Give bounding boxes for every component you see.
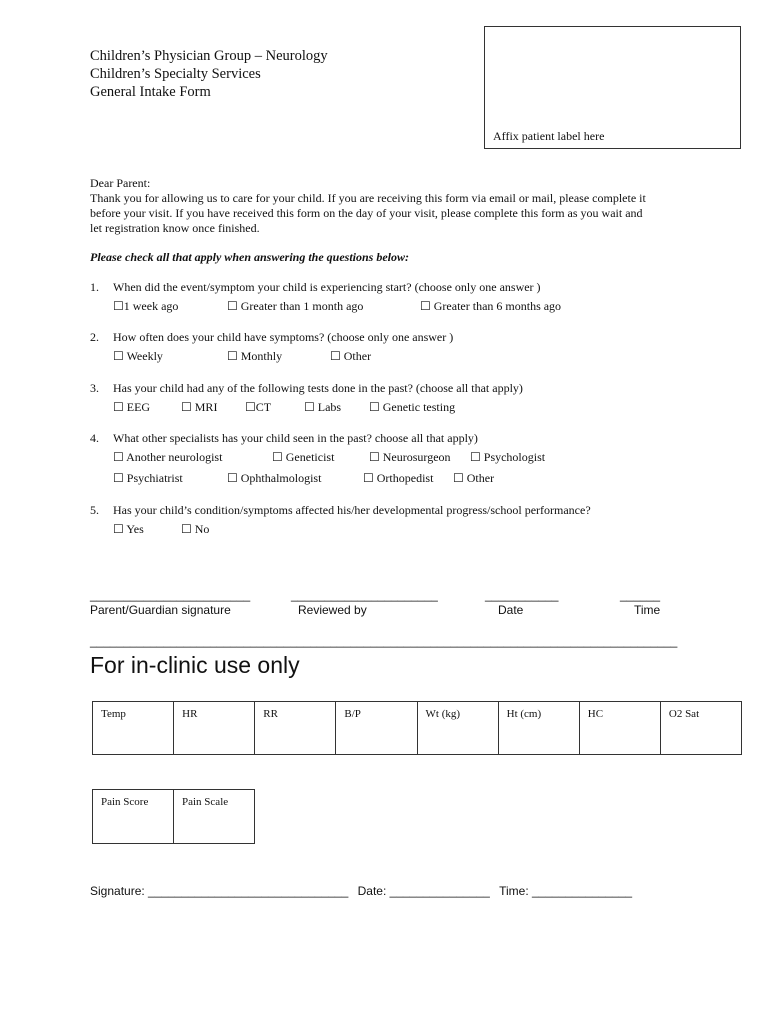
checkbox-icon[interactable]: ☐ <box>420 299 431 313</box>
vitals-cell-height[interactable]: Ht (cm) <box>498 702 579 755</box>
option-label: Other <box>343 349 372 363</box>
option-monthly[interactable] <box>227 349 282 364</box>
pain-table <box>92 789 255 844</box>
option-label: Monthly <box>240 349 283 363</box>
vitals-cell-hr[interactable]: HR <box>174 702 255 755</box>
option-labs[interactable] <box>304 400 341 415</box>
date-line[interactable]: ___________ <box>485 588 559 602</box>
question-number: 4. <box>90 431 99 445</box>
guardian-signature-label: Parent/Guardian signature <box>90 603 231 617</box>
vitals-cell-temp[interactable]: Temp <box>93 702 174 755</box>
vitals-table <box>92 701 742 755</box>
time-line[interactable]: _______________ <box>532 884 633 898</box>
option-label: Geneticist <box>285 450 335 464</box>
clinic-section-title: For in-clinic use only <box>90 652 300 678</box>
form-title: General Intake Form <box>90 84 211 100</box>
letter-line-3: let registration know once finished. <box>90 221 260 235</box>
question-text: How often does your child have symptoms? (choose only one answer ) <box>113 330 454 344</box>
signature-line[interactable]: ______________________________ <box>148 884 349 898</box>
option-ct[interactable] <box>245 400 271 415</box>
option-label: Ophthalmologist <box>240 471 322 485</box>
checkbox-icon[interactable]: ☐ <box>113 299 124 313</box>
option-1-week-ago[interactable] <box>113 299 178 314</box>
option-ophthalmologist[interactable] <box>227 471 321 486</box>
checkbox-icon[interactable]: ☐ <box>304 400 315 414</box>
section-divider: ________________________________________________________________________________________ <box>90 634 678 648</box>
option-other[interactable] <box>330 349 371 364</box>
option-label: Yes <box>126 522 144 536</box>
clinic-name: Children’s Physician Group – Neurology <box>90 48 328 64</box>
question-text: When did the event/symptom your child is experiencing start? (choose only one answer ) <box>113 280 541 294</box>
reviewed-by-line[interactable]: ______________________ <box>291 588 438 602</box>
date-label: Date: <box>357 884 387 898</box>
patient-label-text: Affix patient label here <box>493 129 605 143</box>
pain-scale-cell[interactable]: Pain Scale <box>174 790 255 844</box>
time-label: Time: <box>499 884 529 898</box>
option-genetic-testing[interactable] <box>369 400 455 415</box>
guardian-signature-line[interactable]: ________________________ <box>90 588 251 602</box>
question-text: What other specialists has your child seen in the past? choose all that apply) <box>113 431 478 445</box>
option-mri[interactable] <box>181 400 217 415</box>
checkbox-icon[interactable]: ☐ <box>245 400 256 414</box>
option-greater-than-1-month[interactable] <box>227 299 363 314</box>
checkbox-icon[interactable]: ☐ <box>113 471 124 485</box>
checkbox-icon[interactable]: ☐ <box>227 349 238 363</box>
option-eeg[interactable] <box>113 400 150 415</box>
bottom-signature-row <box>90 884 632 898</box>
checkbox-icon[interactable]: ☐ <box>272 450 283 464</box>
checkbox-icon[interactable]: ☐ <box>363 471 374 485</box>
vitals-cell-hc[interactable]: HC <box>579 702 660 755</box>
date-label: Date <box>498 603 524 617</box>
letter-greeting: Dear Parent: <box>90 176 151 190</box>
letter-line-2: before your visit. If you have received this form on the day of your visit, please complete this form as you wait and <box>90 206 643 220</box>
option-psychiatrist[interactable] <box>113 471 183 486</box>
option-label: 1 week ago <box>123 299 179 313</box>
vitals-cell-bp[interactable]: B/P <box>336 702 417 755</box>
pain-score-cell[interactable]: Pain Score <box>93 790 174 844</box>
option-label: Weekly <box>126 349 163 363</box>
option-label: Genetic testing <box>382 400 456 414</box>
option-label: Labs <box>317 400 342 414</box>
checkbox-icon[interactable]: ☐ <box>113 400 124 414</box>
option-label: Other <box>466 471 495 485</box>
option-label: Psychiatrist <box>126 471 183 485</box>
question-number: 2. <box>90 330 99 344</box>
checkbox-icon[interactable]: ☐ <box>181 400 192 414</box>
question-text: Has your child had any of the following tests done in the past? (choose all that apply) <box>113 381 523 395</box>
vitals-cell-weight[interactable]: Wt (kg) <box>417 702 498 755</box>
option-label: MRI <box>194 400 218 414</box>
question-number: 1. <box>90 280 99 294</box>
letter-line-1: Thank you for allowing us to care for your child. If you are receiving this form via email or mail, please complete it <box>90 191 646 205</box>
time-line[interactable]: ______ <box>620 588 661 602</box>
department-name: Children’s Specialty Services <box>90 66 261 82</box>
patient-label-box <box>484 26 741 149</box>
vitals-cell-o2-sat[interactable]: O2 Sat <box>660 702 741 755</box>
checkbox-icon[interactable]: ☐ <box>227 471 238 485</box>
date-line[interactable]: _______________ <box>389 884 490 898</box>
option-label: Greater than 1 month ago <box>240 299 364 313</box>
option-psychologist[interactable] <box>470 450 545 465</box>
checkbox-icon[interactable]: ☐ <box>113 522 124 536</box>
checkbox-icon[interactable]: ☐ <box>113 349 124 363</box>
option-label: Another neurologist <box>126 450 223 464</box>
option-another-neurologist[interactable] <box>113 450 222 465</box>
option-yes[interactable] <box>113 522 144 537</box>
reviewed-by-label: Reviewed by <box>298 603 367 617</box>
checkbox-icon[interactable]: ☐ <box>330 349 341 363</box>
vitals-cell-rr[interactable]: RR <box>255 702 336 755</box>
option-label: CT <box>255 400 272 414</box>
option-label: Psychologist <box>483 450 546 464</box>
option-label: Orthopedist <box>376 471 434 485</box>
option-other[interactable] <box>453 471 494 486</box>
checkbox-icon[interactable]: ☐ <box>453 471 464 485</box>
option-label: EEG <box>126 400 151 414</box>
checkbox-icon[interactable]: ☐ <box>369 450 380 464</box>
signature-label: Signature: <box>90 884 145 898</box>
question-text: Has your child’s condition/symptoms affected his/her developmental progress/school performance? <box>113 503 591 517</box>
checkbox-icon[interactable]: ☐ <box>227 299 238 313</box>
option-weekly[interactable] <box>113 349 163 364</box>
option-label: No <box>194 522 210 536</box>
checkbox-icon[interactable]: ☐ <box>113 450 124 464</box>
option-no[interactable] <box>181 522 209 537</box>
instructions: Please check all that apply when answering the questions below: <box>90 250 410 264</box>
checkbox-icon[interactable]: ☐ <box>181 522 192 536</box>
question-number: 5. <box>90 503 99 517</box>
option-orthopedist[interactable] <box>363 471 433 486</box>
option-neurosurgeon[interactable] <box>369 450 451 465</box>
option-label: Greater than 6 months ago <box>433 299 562 313</box>
option-label: Neurosurgeon <box>382 450 451 464</box>
option-geneticist[interactable] <box>272 450 334 465</box>
option-greater-than-6-months[interactable] <box>420 299 561 314</box>
checkbox-icon[interactable]: ☐ <box>369 400 380 414</box>
question-number: 3. <box>90 381 99 395</box>
time-label: Time <box>634 603 661 617</box>
checkbox-icon[interactable]: ☐ <box>470 450 481 464</box>
